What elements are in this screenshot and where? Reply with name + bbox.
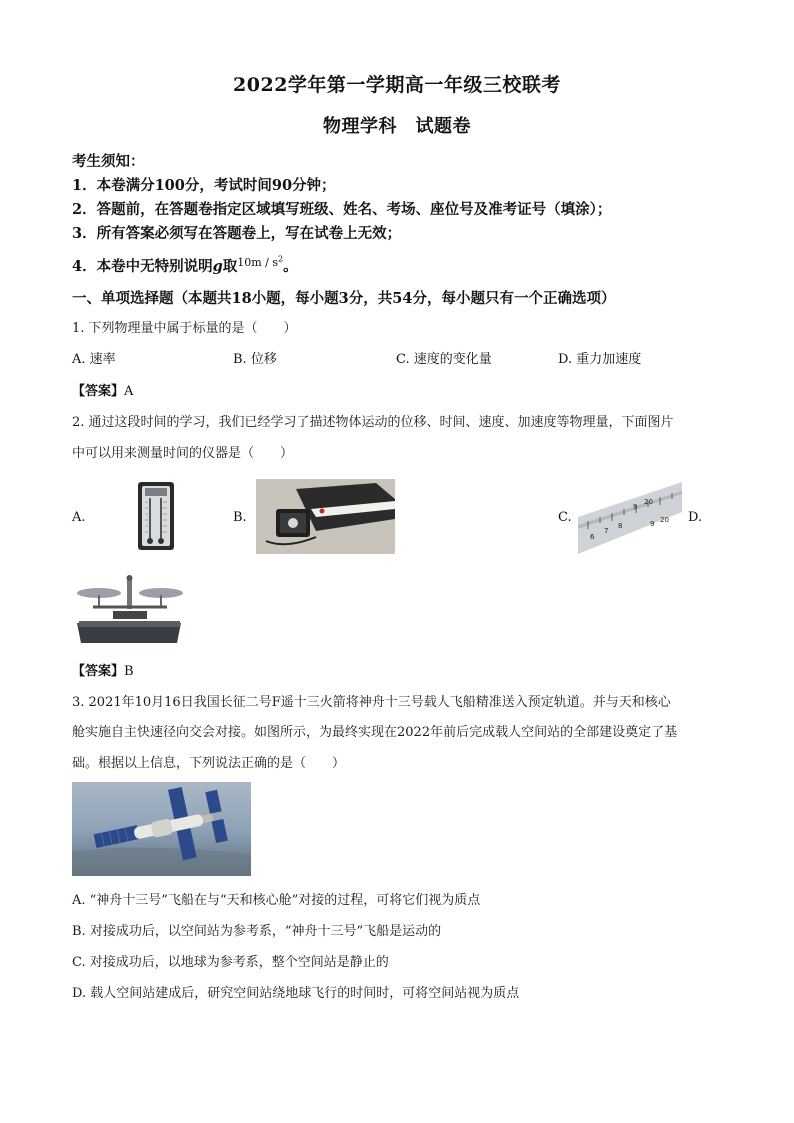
- notice-item-1: 1．本卷满分100分，考试时间90分钟；: [72, 177, 336, 194]
- q1-option-a[interactable]: A. 速率: [72, 352, 116, 367]
- notice-item-4-prefix: 4．本卷中无特别说明: [72, 258, 213, 275]
- q2-answer-bracket: 【答案】: [72, 664, 125, 679]
- exam-title: 2022学年第一学期高一年级三校联考: [233, 74, 561, 96]
- q2-image-c-ruler[interactable]: [578, 477, 682, 554]
- ruler-number-9a: 9: [633, 503, 638, 511]
- q3-stem-line3: 础。根据以上信息，下列说法正确的是（ ）: [72, 756, 346, 771]
- q2-label-a: A.: [72, 510, 86, 525]
- q2-image-b-timer[interactable]: [256, 479, 395, 554]
- q2-answer: [72, 660, 134, 679]
- q2-image-d-balance[interactable]: [73, 573, 186, 645]
- q3-stem-line2: 舱实施自主快速径向交会对接。如图所示，为最终实现在2022年前后完成载人空间站的全部建设奠定了基: [72, 725, 678, 740]
- q3-option-b[interactable]: B. 对接成功后，以空间站为参考系，“神舟十三号”飞船是运动的: [72, 924, 442, 939]
- notice-item-2: 2．答题前，在答题卷指定区域填写班级、姓名、考场、座位号及准考证号（填涂）；: [72, 201, 612, 218]
- q1-answer: [72, 380, 133, 399]
- q1-stem: 1. 下列物理量中属于标量的是（ ）: [72, 321, 297, 336]
- q1-option-b[interactable]: B. 位移: [233, 352, 277, 367]
- ruler-number-6: 6: [590, 533, 595, 541]
- exam-subtitle: 物理学科 试题卷: [323, 116, 471, 137]
- q2-label-c: C.: [558, 510, 572, 525]
- q2-label-b: B.: [233, 510, 247, 525]
- notice-item-4-mid: 取: [222, 258, 238, 275]
- notice-item-3: 3．所有答案必须写在答题卷上，写在试卷上无效；: [72, 225, 402, 242]
- notice-item-4-end: 。: [283, 258, 298, 275]
- ruler-number-8: 8: [618, 522, 623, 530]
- notice-item-4-g: g: [212, 258, 223, 275]
- ruler-number-9b: 9: [650, 520, 655, 528]
- section-heading: 一、单项选择题（本题共18小题，每小题3分，共54分，每小题只有一个正确选项）: [72, 290, 616, 307]
- q2-stem-line1: 2. 通过这段时间的学习，我们已经学习了描述物体运动的位移、时间、速度、加速度等物理量，下面图片: [72, 415, 674, 430]
- ruler-number-20a: 20: [644, 498, 653, 506]
- q1-option-c[interactable]: C. 速度的变化量: [396, 352, 492, 367]
- notice-item-4-exp: 2: [278, 254, 284, 264]
- q2-label-d: D.: [688, 510, 703, 525]
- q3-option-d[interactable]: D. 载人空间站建成后，研究空间站绕地球飞行的时间时，可将空间站视为质点: [72, 986, 520, 1001]
- q1-option-d[interactable]: D. 重力加速度: [558, 352, 642, 367]
- q1-answer-bracket: 【答案】: [72, 384, 125, 399]
- notice-item-4-unit: [237, 256, 283, 269]
- q1-answer-value: A: [124, 384, 134, 399]
- notice-item-4: [72, 255, 298, 276]
- q2-stem-line2: 中可以用来测量时间的仪器是（ ）: [72, 446, 294, 461]
- notice-heading: 考生须知：: [72, 153, 145, 170]
- q3-image-space-station[interactable]: [72, 782, 251, 876]
- q3-option-a[interactable]: A. “神舟十三号”飞船在与“天和核心舱”对接的过程，可将它们视为质点: [72, 893, 481, 908]
- q3-stem-line1: 3. 2021年10月16日我国长征二号F遥十三火箭将神舟十三号载人飞船精准送入预定轨道。并与天和核心: [72, 695, 671, 710]
- q2-image-a-thermometer[interactable]: [130, 480, 185, 552]
- ruler-number-20b: 20: [660, 516, 669, 524]
- q2-answer-value: B: [124, 664, 134, 679]
- ruler-number-7: 7: [604, 527, 609, 535]
- notice-item-4-unit-text: 10m / s: [237, 256, 279, 269]
- q3-option-c[interactable]: C. 对接成功后，以地球为参考系，整个空间站是静止的: [72, 955, 389, 970]
